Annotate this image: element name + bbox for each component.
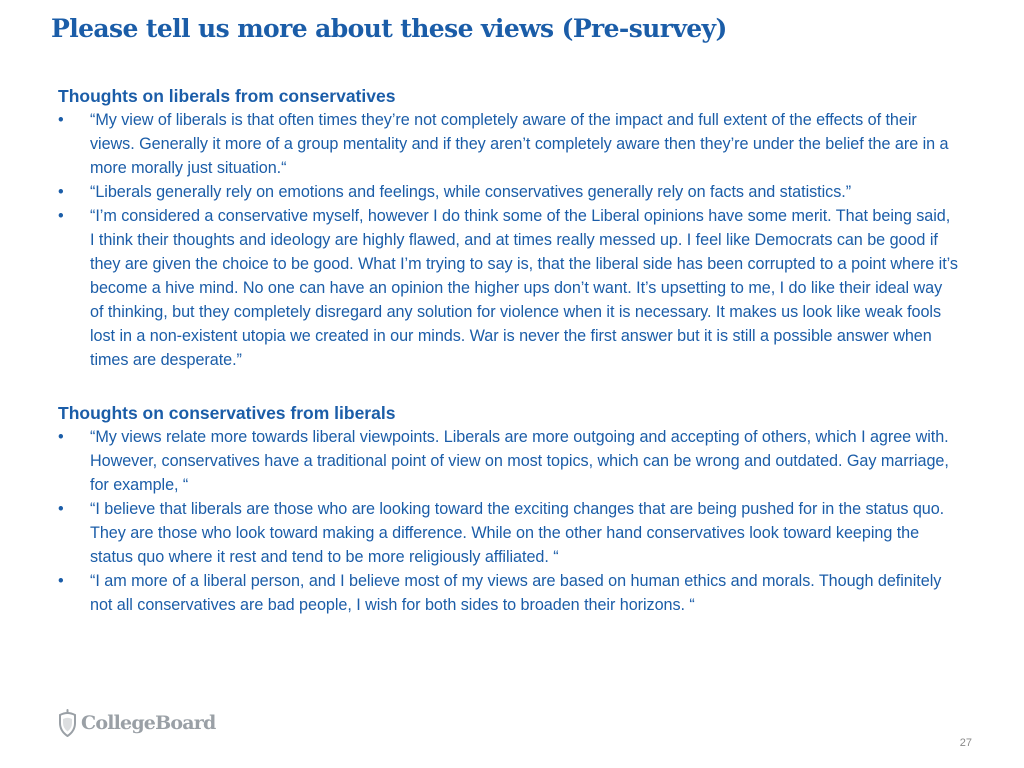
- bullet-icon: •: [58, 428, 64, 446]
- section-spacer: [58, 372, 958, 401]
- quote-text: “I believe that liberals are those who are looking toward the exciting changes that are being pushed for in the status quo. They are those who look toward making a difference. While on the other hand conservatives look toward keeping the status quo where it rest and tend to be more religiously affiliated. “: [90, 500, 945, 566]
- section-heading: Thoughts on liberals from conservatives: [58, 86, 396, 106]
- quote-text: “My view of liberals is that often times they’re not completely aware of the impact and full extent of the effects of their views. Generally it more of a group mentality and if they aren’t completely aware then they’re under the belief the are in a more morally just situation.“: [90, 111, 949, 177]
- bullet-icon: •: [58, 207, 64, 225]
- bullet-icon: •: [58, 500, 64, 518]
- quote-text: “I’m considered a conservative myself, however I do think some of the Liberal opinions have some merit. That being said, I think their thoughts and ideology are highly flawed, and at times really messed up. I feel like Democrats can be good if they are given the choice to be good. What I’m trying to say is, that the liberal side has been corrupted to a point where it’s become a hive mind. No one can have an opinion the higher ups don’t want. It’s upsetting to me, I do like their ideal way of thinking, but they completely disregard any solution for violence when it is necessary. It makes us look like weak fools lost in a non-existent utopia we created in our minds. War is never the first answer but it is still a possible answer when times are desperate.”: [90, 207, 958, 369]
- page-number: 27: [959, 737, 972, 749]
- bullet-icon: •: [58, 183, 64, 201]
- quote-list: [58, 108, 958, 372]
- acorn-shield-icon: [57, 709, 78, 737]
- quote-text: “I am more of a liberal person, and I believe most of my views are based on human ethics and morals. Though definitely not all conservatives are bad people, I wish for both sides to broaden their horizons. “: [90, 572, 942, 614]
- bullet-icon: •: [58, 572, 64, 590]
- section-conservatives-from-liberals: [58, 401, 958, 617]
- quote-item: [58, 569, 958, 617]
- quote-item: [58, 204, 958, 372]
- slide-title: Please tell us more about these views (Pre-survey): [51, 14, 727, 43]
- section-heading: Thoughts on conservatives from liberals: [58, 403, 396, 423]
- quote-text: “Liberals generally rely on emotions and feelings, while conservatives generally rely on facts and statistics.”: [90, 183, 852, 201]
- bullet-icon: •: [58, 111, 64, 129]
- quote-item: [58, 497, 958, 569]
- slide-content: [58, 84, 958, 617]
- quote-item: [58, 425, 958, 497]
- logo-text: CollegeBoard: [81, 712, 216, 734]
- college-board-logo: [57, 708, 215, 738]
- quote-list: [58, 425, 958, 617]
- quote-item: [58, 180, 958, 204]
- quote-item: [58, 108, 958, 180]
- section-liberals-from-conservatives: [58, 84, 958, 372]
- quote-text: “My views relate more towards liberal viewpoints. Liberals are more outgoing and accepting of others, which I agree with. However, conservatives have a traditional point of view on most topics, which can be wrong and outdated. Gay marriage, for example, “: [90, 428, 949, 494]
